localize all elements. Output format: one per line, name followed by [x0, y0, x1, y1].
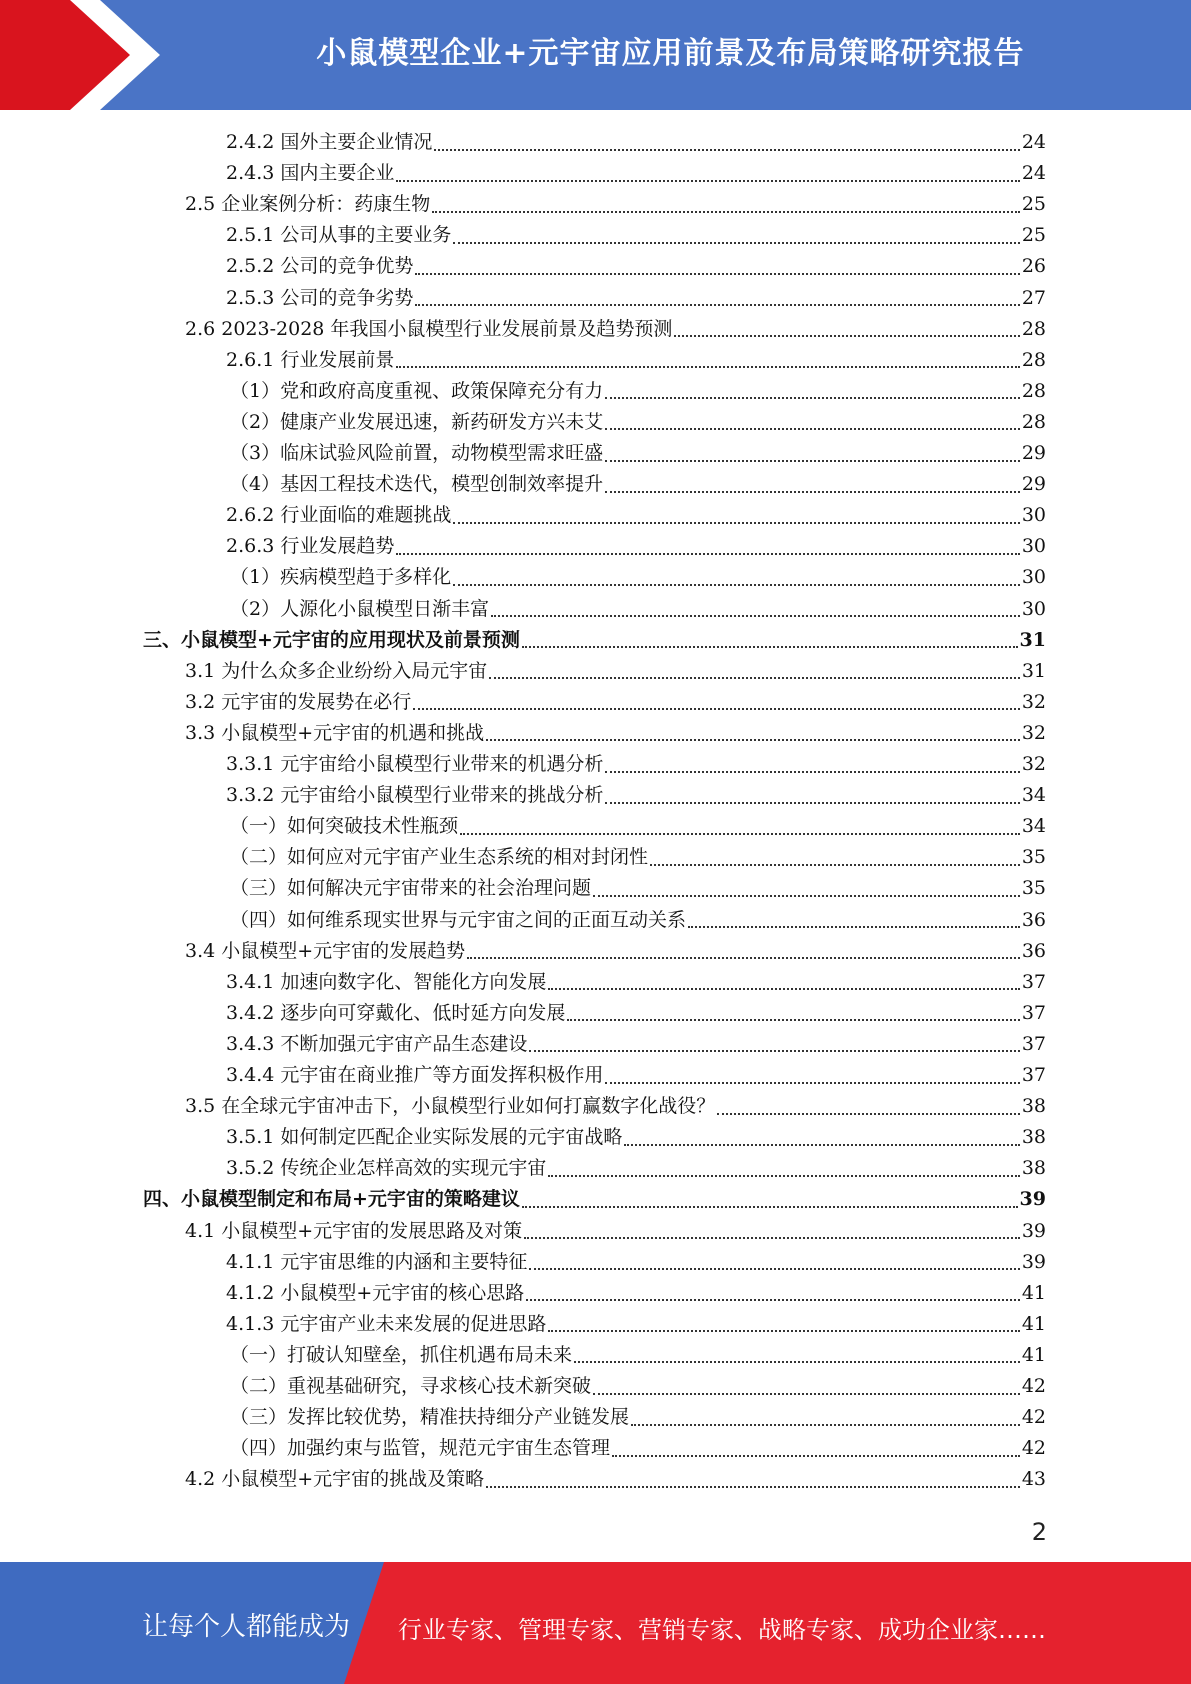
- toc-entry-label: （1）疾病模型趋于多样化: [230, 566, 452, 589]
- report-title: 小鼠模型企业+元宇宙应用前景及布局策略研究报告: [316, 36, 1025, 71]
- toc-entry[interactable]: [230, 1340, 1046, 1371]
- toc-leader-dots: [529, 1268, 1019, 1270]
- toc-entry[interactable]: [185, 1216, 1046, 1247]
- toc-entry-page: 41: [1021, 1343, 1046, 1366]
- toc-leader-dots: [612, 1455, 1020, 1457]
- toc-entry-label: （4）基因工程技术迭代，模型创制效率提升: [230, 473, 604, 496]
- toc-entry-label: 3.1 为什么众多企业纷纷入局元宇宙: [185, 659, 488, 682]
- toc-entry[interactable]: [226, 251, 1046, 282]
- toc-entry-page: 39: [1021, 1250, 1046, 1273]
- toc-entry-label: 2.5 企业案例分析：药康生物: [185, 193, 431, 216]
- toc-entry-page: 32: [1021, 753, 1046, 775]
- toc-leader-dots: [529, 1050, 1019, 1052]
- toc-entry-page: 38: [1021, 1157, 1046, 1180]
- toc-leader-dots: [593, 895, 1020, 897]
- toc-entry-label: 2.4.3 国内主要企业: [226, 162, 395, 185]
- toc-entry-label: （三）如何解决元宇宙带来的社会治理问题: [230, 877, 592, 900]
- toc-entry-page: 30: [1021, 597, 1046, 620]
- toc-entry[interactable]: [230, 376, 1046, 407]
- toc-entry[interactable]: [143, 1184, 1046, 1215]
- toc-entry-page: 38: [1021, 1095, 1046, 1118]
- footer-roles: 行业专家、管理专家、营销专家、战略专家、成功企业家……: [398, 1616, 1046, 1644]
- footer-slogan: 让每个人都能成为: [142, 1612, 351, 1642]
- toc-entry-page: 27: [1021, 286, 1046, 309]
- toc-leader-dots: [605, 1082, 1019, 1084]
- toc-leader-dots: [605, 460, 1020, 462]
- toc-entry-label: 四、小鼠模型制定和布局+元宇宙的策略建议: [143, 1188, 520, 1211]
- toc-leader-dots: [413, 708, 1020, 710]
- toc-leader-dots: [605, 491, 1020, 493]
- toc-entry[interactable]: [230, 905, 1046, 936]
- toc-entry-label: 三、小鼠模型+元宇宙的应用现状及前景预测: [143, 628, 520, 651]
- toc-entry[interactable]: [185, 656, 1046, 687]
- toc-entry-label: 3.4.1 加速向数字化、智能化方向发展: [226, 970, 547, 993]
- toc-entry-page: 37: [1021, 1001, 1046, 1024]
- toc-entry-page: 36: [1021, 908, 1046, 931]
- toc-entry-label: 4.2 小鼠模型+元宇宙的挑战及策略: [185, 1468, 485, 1491]
- toc-entry-page: 30: [1021, 566, 1046, 589]
- toc-leader-dots: [574, 1361, 1020, 1363]
- toc-entry[interactable]: [226, 998, 1046, 1029]
- toc-entry-page: 28: [1021, 348, 1046, 371]
- toc-entry-label: 3.3.1 元宇宙给小鼠模型行业带来的机遇分析: [226, 753, 604, 775]
- toc-entry[interactable]: [226, 531, 1046, 562]
- toc-entry-page: 28: [1021, 317, 1046, 340]
- toc-entry-page: 24: [1021, 131, 1046, 153]
- toc-leader-dots: [605, 802, 1019, 804]
- toc-entry-label: 3.5.2 传统企业怎样高效的实现元宇宙: [226, 1157, 547, 1180]
- toc-entry-page: 28: [1021, 410, 1046, 433]
- toc-entry-label: （四）如何维系现实世界与元宇宙之间的正面互动关系: [230, 908, 687, 931]
- toc-leader-dots: [605, 428, 1020, 430]
- toc-entry-label: 2.4.2 国外主要企业情况: [226, 131, 433, 153]
- toc-entry[interactable]: [185, 936, 1046, 967]
- toc-leader-dots: [396, 553, 1019, 555]
- toc-entry[interactable]: [226, 1247, 1046, 1278]
- toc-leader-dots: [453, 242, 1019, 244]
- toc-entry[interactable]: [226, 749, 1046, 780]
- toc-entry[interactable]: [230, 842, 1046, 873]
- toc-entry[interactable]: [230, 1371, 1046, 1402]
- toc-entry[interactable]: [230, 811, 1046, 842]
- toc-leader-dots: [605, 397, 1020, 399]
- toc-entry-label: （二）重视基础研究，寻求核心技术新突破: [230, 1375, 592, 1397]
- toc-entry-label: 4.1.2 小鼠模型+元宇宙的核心思路: [226, 1281, 525, 1304]
- toc-entry[interactable]: [226, 1122, 1046, 1153]
- toc-entry-page: 37: [1021, 1064, 1046, 1086]
- toc-leader-dots: [432, 211, 1020, 213]
- toc-entry-label: 2.6.2 行业面临的难题挑战: [226, 504, 452, 527]
- toc-entry-page: 28: [1021, 379, 1046, 402]
- toc-entry[interactable]: [143, 625, 1046, 656]
- toc-entry-label: （三）发挥比较优势，精准扶持细分产业链发展: [230, 1406, 630, 1429]
- toc-leader-dots: [486, 1486, 1020, 1488]
- toc-entry[interactable]: [230, 438, 1046, 469]
- toc-entry[interactable]: [226, 780, 1046, 811]
- toc-entry-label: 3.2 元宇宙的发展势在必行: [185, 690, 412, 713]
- toc-leader-dots: [631, 1424, 1020, 1426]
- toc-leader-dots: [674, 335, 1019, 337]
- page-footer: [0, 1562, 1191, 1684]
- toc-entry[interactable]: [230, 1433, 1046, 1464]
- toc-entry-label: 3.5.1 如何制定匹配企业实际发展的元宇宙战略: [226, 1126, 623, 1149]
- toc-entry[interactable]: [226, 1278, 1046, 1309]
- toc-entry[interactable]: [185, 1464, 1046, 1495]
- toc-entry-page: 31: [1021, 659, 1046, 682]
- toc-entry[interactable]: [226, 1060, 1046, 1091]
- toc-leader-dots: [489, 677, 1020, 679]
- toc-leader-dots: [548, 1175, 1019, 1177]
- toc-entry-page: 41: [1021, 1312, 1046, 1335]
- toc-entry[interactable]: [226, 127, 1046, 158]
- toc-leader-dots: [593, 1393, 1020, 1395]
- toc-entry-page: 31: [1019, 628, 1046, 651]
- toc-entry[interactable]: [230, 594, 1046, 625]
- toc-entry-page: 29: [1021, 442, 1046, 464]
- toc-leader-dots: [415, 304, 1019, 306]
- toc-entry-page: 41: [1021, 1281, 1046, 1304]
- toc-entry-page: 39: [1021, 1219, 1046, 1242]
- toc-entry[interactable]: [230, 562, 1046, 593]
- page-header: [0, 0, 1191, 110]
- toc-entry-label: 2.5.3 公司的竞争劣势: [226, 286, 414, 309]
- toc-leader-dots: [486, 739, 1020, 741]
- toc-leader-dots: [524, 1237, 1020, 1239]
- toc-entry-page: 42: [1021, 1406, 1046, 1429]
- toc-entry-label: 2.6.3 行业发展趋势: [226, 535, 395, 558]
- toc-entry-label: （1）党和政府高度重视、政策保障充分有力: [230, 379, 604, 402]
- toc-leader-dots: [717, 1113, 1020, 1115]
- toc-entry-label: （2）健康产业发展迅速，新药研发方兴未艾: [230, 410, 604, 433]
- toc-entry[interactable]: [230, 407, 1046, 438]
- toc-entry-label: 2.5.2 公司的竞争优势: [226, 255, 414, 278]
- toc-entry-label: 4.1.1 元宇宙思维的内涵和主要特征: [226, 1250, 528, 1273]
- toc-leader-dots: [522, 646, 1018, 648]
- toc-leader-dots: [460, 833, 1020, 835]
- toc-entry[interactable]: [226, 283, 1046, 314]
- toc-entry-page: 36: [1021, 939, 1046, 962]
- toc-leader-dots: [522, 1206, 1018, 1208]
- toc-leader-dots: [688, 926, 1020, 928]
- toc-leader-dots: [415, 273, 1019, 275]
- toc-leader-dots: [548, 1330, 1019, 1332]
- toc-entry[interactable]: [226, 1153, 1046, 1184]
- toc-entry-label: 3.4.4 元宇宙在商业推广等方面发挥积极作用: [226, 1064, 604, 1086]
- toc-entry-page: 29: [1021, 473, 1046, 496]
- toc-entry-page: 37: [1021, 970, 1046, 993]
- toc-entry-label: 2.5.1 公司从事的主要业务: [226, 224, 452, 247]
- toc-entry-label: 3.4 小鼠模型+元宇宙的发展趋势: [185, 939, 466, 962]
- toc-entry-page: 37: [1021, 1032, 1046, 1055]
- toc-entry-page: 34: [1021, 784, 1046, 807]
- toc-entry-page: 30: [1021, 535, 1046, 558]
- toc-entry[interactable]: [185, 314, 1046, 345]
- toc-entry[interactable]: [185, 687, 1046, 718]
- toc-entry-label: 2.6.1 行业发展前景: [226, 348, 395, 371]
- toc-entry-label: 3.3.2 元宇宙给小鼠模型行业带来的挑战分析: [226, 784, 604, 807]
- page-number: 2: [1031, 1518, 1047, 1546]
- toc-entry-label: 2.6 2023-2028 年我国小鼠模型行业发展前景及趋势预测: [185, 317, 673, 340]
- toc-leader-dots: [567, 1019, 1019, 1021]
- toc-leader-dots: [467, 957, 1020, 959]
- toc-entry[interactable]: [226, 158, 1046, 189]
- toc-entry-label: 4.1.3 元宇宙产业未来发展的促进思路: [226, 1312, 547, 1335]
- toc-entry-page: 30: [1021, 504, 1046, 527]
- toc-entry[interactable]: [226, 500, 1046, 531]
- toc-entry-page: 32: [1021, 721, 1046, 744]
- toc-entry-label: 3.4.2 逐步向可穿戴化、低时延方向发展: [226, 1001, 566, 1024]
- toc-entry[interactable]: [230, 873, 1046, 904]
- toc-entry-label: （一）打破认知壁垒，抓住机遇布局未来: [230, 1343, 573, 1366]
- toc-entry-page: 35: [1021, 846, 1046, 869]
- toc-leader-dots: [605, 771, 1019, 773]
- toc-entry-label: （四）加强约束与监管，规范元宇宙生态管理: [230, 1437, 611, 1460]
- toc-entry-page: 43: [1021, 1468, 1046, 1491]
- toc-entry[interactable]: [226, 1309, 1046, 1340]
- toc-entry-label: 3.5 在全球元宇宙冲击下，小鼠模型行业如何打赢数字化战役？: [185, 1095, 716, 1118]
- toc-entry-page: 42: [1021, 1375, 1046, 1397]
- toc-entry-label: 3.3 小鼠模型+元宇宙的机遇和挑战: [185, 721, 485, 744]
- toc-entry-page: 35: [1021, 877, 1046, 900]
- toc-entry-label: （一）如何突破技术性瓶颈: [230, 815, 459, 838]
- toc-leader-dots: [434, 149, 1019, 151]
- toc-entry-label: （3）临床试验风险前置，动物模型需求旺盛: [230, 442, 604, 464]
- toc-entry-label: （二）如何应对元宇宙产业生态系统的相对封闭性: [230, 846, 649, 869]
- toc-entry-page: 34: [1021, 815, 1046, 838]
- toc-entry[interactable]: [185, 718, 1046, 749]
- toc-entry[interactable]: [226, 220, 1046, 251]
- toc-entry[interactable]: [226, 345, 1046, 376]
- toc-entry-label: （2）人源化小鼠模型日渐丰富: [230, 597, 490, 620]
- toc-leader-dots: [453, 522, 1019, 524]
- toc-leader-dots: [548, 988, 1019, 990]
- toc-entry[interactable]: [185, 189, 1046, 220]
- toc-entry[interactable]: [226, 1029, 1046, 1060]
- toc-entry-page: 39: [1019, 1188, 1046, 1211]
- toc-leader-dots: [526, 1299, 1020, 1301]
- toc-entry-page: 25: [1021, 193, 1046, 216]
- toc-entry-label: 3.4.3 不断加强元宇宙产品生态建设: [226, 1032, 528, 1055]
- toc-leader-dots: [624, 1144, 1019, 1146]
- toc-entry-page: 26: [1021, 255, 1046, 278]
- toc-leader-dots: [453, 584, 1020, 586]
- toc-entry-page: 24: [1021, 162, 1046, 185]
- toc-entry-page: 25: [1021, 224, 1046, 247]
- toc-entry-page: 32: [1021, 690, 1046, 713]
- toc-leader-dots: [491, 615, 1020, 617]
- toc-entry[interactable]: [185, 1091, 1046, 1122]
- toc-entry[interactable]: [230, 1402, 1046, 1433]
- toc-entry-label: 4.1 小鼠模型+元宇宙的发展思路及对策: [185, 1219, 523, 1242]
- toc-entry-page: 42: [1021, 1437, 1046, 1460]
- toc-entry[interactable]: [226, 967, 1046, 998]
- toc-entry-page: 38: [1021, 1126, 1046, 1149]
- toc-leader-dots: [650, 864, 1020, 866]
- toc-leader-dots: [396, 180, 1019, 182]
- toc-leader-dots: [396, 366, 1019, 368]
- toc-entry[interactable]: [230, 469, 1046, 500]
